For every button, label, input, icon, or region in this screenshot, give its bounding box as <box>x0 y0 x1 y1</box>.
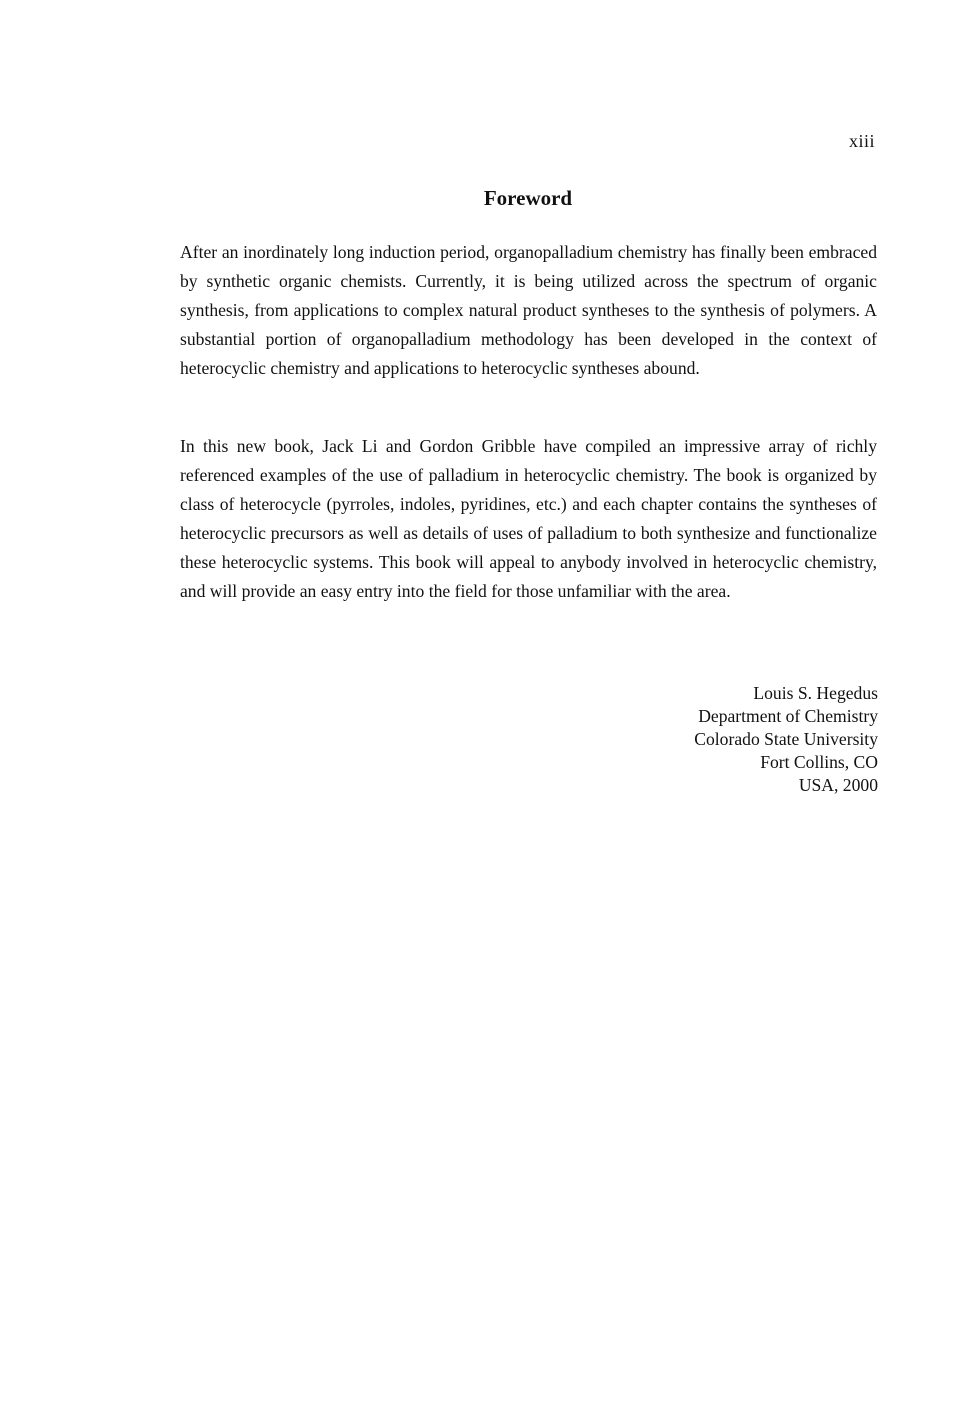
page-number: xiii <box>848 131 875 151</box>
signature-name: Louis S. Hegedus <box>753 683 878 703</box>
signature-country-year: USA, 2000 <box>798 775 878 795</box>
page-title: Foreword <box>483 186 573 210</box>
signature-city: Fort Collins, CO <box>760 752 878 772</box>
signature-department: Department of Chemistry <box>698 706 878 726</box>
signature-institution: Colorado State University <box>694 729 878 749</box>
paragraph-book-description: In this new book, Jack Li and Gordon Gribble have compiled an impressive array of richly referenced examples of the use of palladium in heterocyclic chemistry. The book is organized by class of heterocycle (pyrroles, indoles, pyridines, etc.) and each chapter contains the syntheses of heterocyclic precursors as well as details of uses of palladium to both synthesize and functionalize these heterocyclic systems. This book will appeal to anybody involved in heterocyclic chemistry, and will provide an easy entry into the field for those unfamiliar with the area. <box>180 436 877 601</box>
paragraph-introduction: After an inordinately long induction period, organopalladium chemistry has finally been embraced by synthetic organic chemists. Currently, it is being utilized across the spectrum of organic synthesis, from applications to complex natural product syntheses to the synthesis of polymers. A substantial portion of organopalladium methodology has been developed in the context of heterocyclic chemistry and applications to heterocyclic syntheses abound. <box>180 242 877 378</box>
signature-block <box>694 682 878 797</box>
